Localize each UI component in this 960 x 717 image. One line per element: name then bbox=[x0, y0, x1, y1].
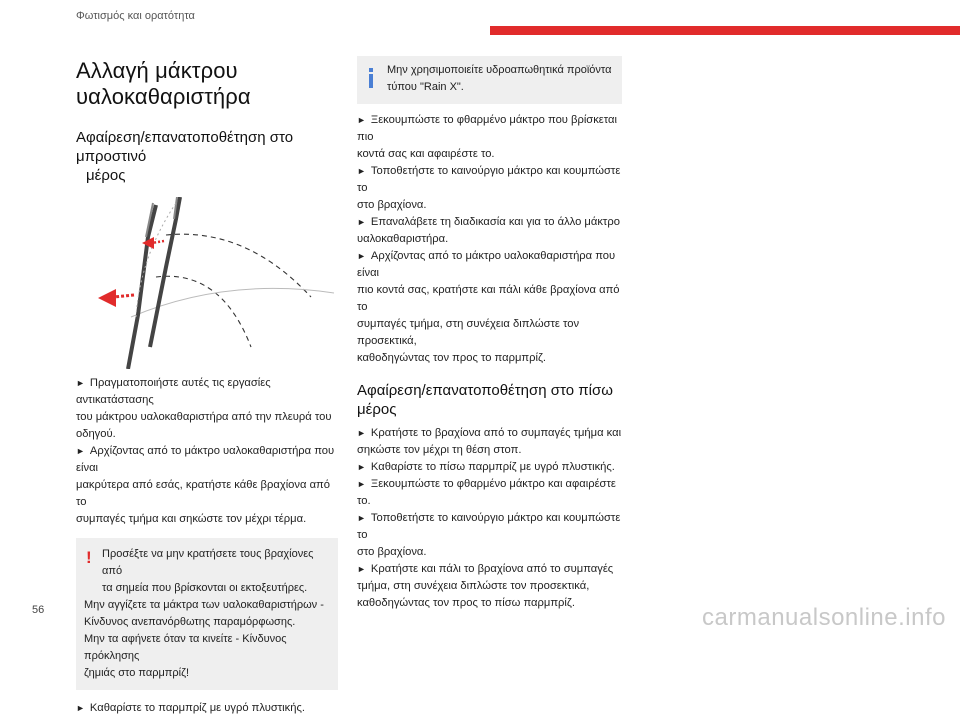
step-clean-text: Καθαρίστε το παρμπρίζ με υγρό πλυστικής. bbox=[89, 702, 305, 714]
warning-line-2: τα σημεία που βρίσκονται οι εκτοξευτήρες. bbox=[102, 582, 308, 594]
warning-line-5: Μην τα αφήνετε όταν τα κινείτε - Κίνδυνος πρόκλησης bbox=[84, 633, 287, 662]
rear-step-2 bbox=[357, 459, 622, 476]
bullet-arrow-icon: ► bbox=[357, 479, 366, 489]
bullet-arrow-icon: ► bbox=[357, 166, 366, 176]
step-6-line-2: πιο κοντά σας, κρατήστε και πάλι κάθε βραχίονα από το bbox=[357, 284, 620, 313]
bullet-arrow-icon: ► bbox=[357, 217, 366, 227]
step-6-line-4: καθοδηγώντας τον προς το παρμπρίζ. bbox=[357, 352, 546, 364]
step-1 bbox=[76, 375, 338, 443]
step-4-line-1: Τοποθετήστε το καινούργιο μάκτρο και κουμπώστε το bbox=[357, 165, 621, 194]
page-number: 56 bbox=[32, 604, 45, 616]
wiper-motion-guide bbox=[136, 203, 176, 317]
section-title-rear: Αφαίρεση/επανατοποθέτηση στο πίσω μέρος bbox=[357, 382, 613, 418]
title-line-1: Αλλαγή μάκτρου bbox=[76, 58, 238, 83]
left-column bbox=[76, 58, 338, 717]
rear-step-3-line-1: Ξεκουμπώστε το φθαρμένο μάκτρο και αφαιρέστε το. bbox=[357, 478, 616, 507]
step-5 bbox=[357, 214, 622, 248]
rear-step-1-line-2: σηκώστε τον μέχρι τη θέση στοπ. bbox=[357, 444, 522, 456]
step-2-line-1: Αρχίζοντας από το μάκτρο υαλοκαθαριστήρα που είναι bbox=[76, 445, 335, 474]
wiper-diagram-svg bbox=[76, 197, 338, 369]
rear-step-4 bbox=[357, 510, 622, 561]
step-6-line-1: Αρχίζοντας από το μάκτρο υαλοκαθαριστήρα που είναι bbox=[357, 250, 616, 279]
front-steps-part2 bbox=[357, 112, 622, 367]
page-title bbox=[76, 58, 338, 110]
section-front-line-2: μέρος bbox=[86, 167, 126, 184]
rear-step-5 bbox=[357, 561, 622, 612]
bullet-arrow-icon: ► bbox=[357, 462, 366, 472]
info-line-1: Μην χρησιμοποιείτε υδροαπωθητικά προϊόντα bbox=[387, 64, 612, 76]
warning-line-3: Μην αγγίζετε τα μάκτρα των υαλοκαθαριστήρων - bbox=[84, 599, 324, 611]
rear-step-2-line-1: Καθαρίστε το πίσω παρμπρίζ με υγρό πλυστικής. bbox=[370, 461, 615, 473]
rear-step-4-line-2: στο βραχίονα. bbox=[357, 546, 427, 558]
step-2-line-3: συμπαγές τμήμα και σηκώστε τον μέχρι τέρμα. bbox=[76, 513, 307, 525]
step-5-line-2: υαλοκαθαριστήρα. bbox=[357, 233, 449, 245]
header-accent-bar bbox=[490, 26, 960, 35]
bullet-arrow-icon: ► bbox=[76, 703, 85, 713]
wiper-illustration bbox=[76, 197, 338, 369]
bullet-arrow-icon: ► bbox=[357, 513, 366, 523]
right-column bbox=[357, 56, 622, 612]
rear-step-5-line-1: Κρατήστε και πάλι το βραχίονα από το συμπαγές bbox=[370, 563, 614, 575]
info-note bbox=[357, 56, 622, 104]
title-line-2: υαλοκαθαριστήρα bbox=[76, 84, 251, 109]
rear-step-1 bbox=[357, 425, 622, 459]
step-3-line-1: Ξεκουμπώστε το φθαρμένο μάκτρο που βρίσκεται πιο bbox=[357, 114, 618, 143]
info-icon bbox=[369, 68, 373, 88]
header-section-title: Φωτισμός και ορατότητα bbox=[76, 10, 195, 22]
warning-exclamation-icon: ! bbox=[86, 548, 92, 567]
step-6 bbox=[357, 248, 622, 367]
warning-line-4: Κίνδυνος ανεπανόρθωτης παραμόρφωσης. bbox=[84, 616, 296, 628]
warning-note bbox=[76, 538, 338, 690]
step-1-line-2: του μάκτρου υαλοκαθαριστήρα από την πλευρά του bbox=[76, 411, 332, 423]
bullet-arrow-icon: ► bbox=[357, 428, 366, 438]
bullet-arrow-icon: ► bbox=[357, 564, 366, 574]
rear-step-1-line-1: Κρατήστε το βραχίονα από το συμπαγές τμήμα και bbox=[370, 427, 622, 439]
step-2-line-2: μακρύτερα από εσάς, κρατήστε κάθε βραχίονα από το bbox=[76, 479, 330, 508]
watermark: carmanualsonline.info bbox=[702, 604, 946, 631]
inner-sweep-arc bbox=[156, 276, 251, 347]
step-1-line-1: Πραγματοποιήστε αυτές τις εργασίες αντικατάστασης bbox=[76, 377, 271, 406]
rear-step-5-line-3: καθοδηγώντας τον προς το πίσω παρμπρίζ. bbox=[357, 597, 575, 609]
bullet-arrow-icon: ► bbox=[76, 446, 85, 456]
front-steps-part1 bbox=[76, 375, 338, 528]
info-line-2: τύπου "Rain X". bbox=[387, 81, 464, 93]
step-clean-windscreen bbox=[76, 700, 338, 717]
lift-arrow-large-icon bbox=[98, 289, 134, 307]
step-3-line-2: κοντά σας και αφαιρέστε το. bbox=[357, 148, 495, 160]
rear-step-4-line-1: Τοποθετήστε το καινούργιο μάκτρο και κουμπώστε το bbox=[357, 512, 621, 541]
warning-line-1: Προσέξτε να μην κρατήσετε τους βραχίονες από bbox=[102, 548, 314, 577]
wiper-arm-right bbox=[150, 197, 180, 347]
step-1-line-3: οδηγού. bbox=[76, 428, 116, 440]
step-4 bbox=[357, 163, 622, 214]
step-6-line-3: συμπαγές τμήμα, στη συνέχεια διπλώστε τον προσεκτικά, bbox=[357, 318, 580, 347]
step-2 bbox=[76, 443, 338, 528]
bullet-arrow-icon: ► bbox=[357, 115, 366, 125]
step-5-line-1: Επαναλάβετε τη διαδικασία και για το άλλο μάκτρο bbox=[370, 216, 620, 228]
bullet-arrow-icon: ► bbox=[357, 251, 366, 261]
warning-line-6: ζημιάς στο παρμπρίζ! bbox=[84, 667, 190, 679]
section-front-line-1: Αφαίρεση/επανατοποθέτηση στο μπροστινό bbox=[76, 129, 294, 165]
bullet-arrow-icon: ► bbox=[76, 378, 85, 388]
rear-steps bbox=[357, 425, 622, 612]
step-4-line-2: στο βραχίονα. bbox=[357, 199, 427, 211]
rear-step-5-line-2: τμήμα, στη συνέχεια διπλώστε τον προσεκτικά, bbox=[357, 580, 590, 592]
section-title-front bbox=[76, 128, 338, 185]
step-3 bbox=[357, 112, 622, 163]
rear-step-3 bbox=[357, 476, 622, 510]
outer-sweep-arc bbox=[166, 234, 311, 297]
